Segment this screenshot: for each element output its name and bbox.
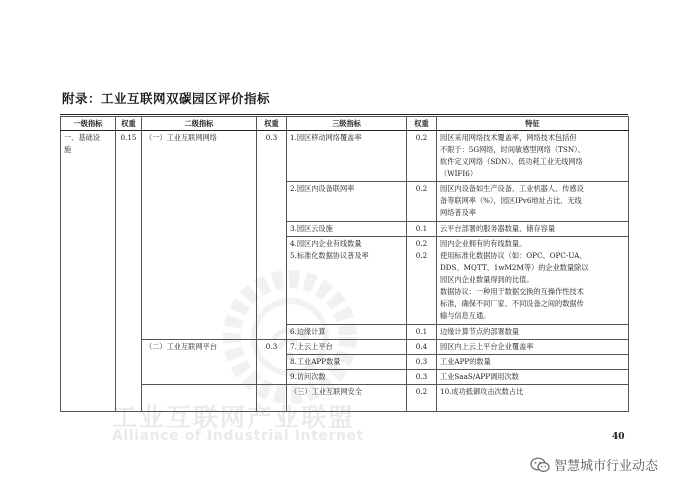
page-number: 40 [612,432,625,442]
level3-name: 1.园区移动网络覆盖率 [287,131,407,182]
feature-cell: 园区内上云上平台企业覆盖率 [437,340,629,355]
table-top-rule [60,114,628,115]
feature-cell: 工业APP的数量 [437,355,629,370]
table-row [61,131,629,182]
header-weight2: 权重 [257,117,287,131]
level3-name: 3.园区云设施 [287,222,407,237]
level3-weight: 0.1 [407,325,437,340]
header-weight1: 权重 [116,117,142,131]
wechat-icon [530,457,550,473]
table-header-row [61,117,629,131]
level1-weight-continued [257,385,287,412]
level3-name: 10.成功抵御攻击次数占比 [437,385,629,412]
header-level1: 一级指标 [61,117,116,131]
level3-weight: 0.3 [407,355,437,370]
table-row [61,385,629,412]
header-feature: 特征 [437,117,629,131]
level2-name: （一）工业互联网网络 [142,131,257,340]
feature-cell: 园区内设备如生产设备、工业机器人、传感设 备等联网率（%），园区IPv6地址占比、无线 网络普及率 [437,182,629,222]
header-level2: 二级指标 [142,117,257,131]
level1-cell: 一、基础设 施 [61,131,116,412]
level3-weight: 0.2 [407,182,437,222]
level3-weight: 0.4 [407,340,437,355]
level3-name: 8.工业APP数量 [287,355,407,370]
level2-name: （二）工业互联网平台 [142,340,257,385]
level3-weight: 0.3 [407,370,437,385]
level1-cell-continued [142,385,257,412]
brand-footer [530,455,658,474]
level3-weight: 0.2 0.2 [407,237,437,325]
watermark-text-zh: 工业互联网产业联盟 [112,403,356,432]
level2-name: （三）工业互联网安全 [287,385,407,412]
level3-name: 7.上云上平台 [287,340,407,355]
brand-text: 智慧城市行业动态 [554,459,659,474]
watermark-text-en: Alliance of Industrial Internet [112,428,364,444]
indicator-table [60,116,629,412]
level3-name: 2.园区内设备联网率 [287,182,407,222]
level2-weight: 0.3 [257,340,287,385]
level3-name: 9.访问次数 [287,370,407,385]
feature-cell: 园内企业拥有的有线数量。 使用标准化数据协议（如：OPC、OPC-UA、 DDS、MQTT、1wM2M等）的企业数量除以 园区内企业数量得到的比值。 数据协议：一种用于数据交换的互操作性技术 标准，确保不同厂家、不同设备之间的数据传 输与信息互通。 [437,237,629,325]
header-weight3: 权重 [407,117,437,131]
feature-cell: 工业SaaS/APP调用次数 [437,370,629,385]
feature-cell: 云平台部署的服务器数量、储存容量 [437,222,629,237]
header-level3: 三级指标 [287,117,407,131]
level2-weight: 0.2 [407,385,437,412]
feature-cell: 园区采用网络技术覆盖率，网络技术包括但 不限于：5G网络，时间敏感型网络（TSN）、 软件定义网络（SDN）、低功耗工业无线网络 （WIFI6） [437,131,629,182]
level3-weight: 0.1 [407,222,437,237]
level3-name: 4.园区内企业有线数量 5.标准化数据协议普及率 [287,237,407,325]
table-row [61,340,629,355]
page-title: 附录：工业互联网双碳园区评价指标 [62,91,271,106]
feature-cell: 边缘计算节点的部署数量 [437,325,629,340]
level1-weight: 0.15 [116,131,142,412]
level3-name: 6.边缘计算 [287,325,407,340]
level3-weight: 0.2 [407,131,437,182]
level2-weight: 0.3 [257,131,287,340]
